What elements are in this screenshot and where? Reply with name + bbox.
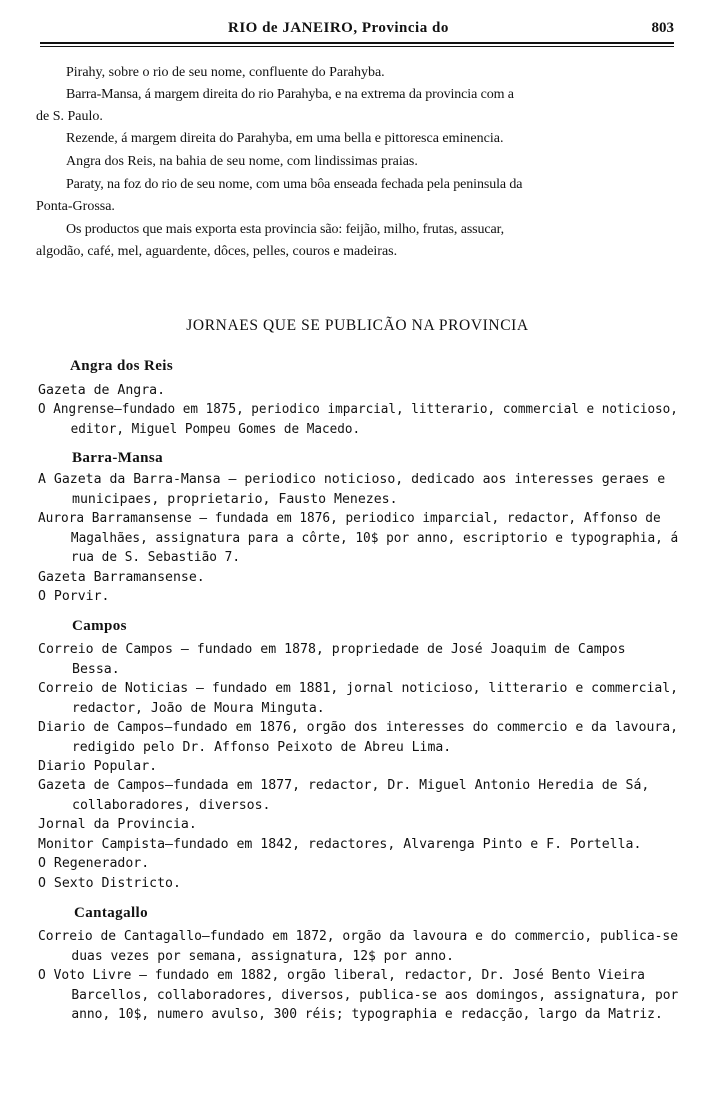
entry-first-line: A Gazeta da Barra-Mansa — periodico noticioso, dedicado aos interesses geraes e bbox=[38, 472, 666, 487]
newspaper-entry bbox=[38, 874, 181, 894]
entry-first-line: Correio de Campos — fundado em 1878, propriedade de José Joaquim de Campos bbox=[38, 642, 626, 657]
newspaper-entry bbox=[38, 509, 678, 568]
newspaper-entry bbox=[38, 400, 678, 439]
newspaper-entry bbox=[38, 854, 149, 874]
newspaper-entry bbox=[38, 927, 678, 966]
town-heading: Cantagallo bbox=[74, 905, 149, 921]
entry-first-line: Gazeta Barramansense. bbox=[38, 570, 205, 585]
entry-continuation: municipaes, proprietario, Fausto Menezes. bbox=[72, 491, 398, 507]
intro-line: Angra dos Reis, na bahia de seu nome, com lindissimas praias. bbox=[66, 154, 418, 169]
entry-continuation: anno, 10$, numero avulso, 300 réis; typographia e redacção, largo da Matriz. bbox=[71, 1007, 663, 1022]
entry-continuation: duas vezes por semana, assignatura, 12$ por anno. bbox=[71, 948, 454, 964]
intro-line: Rezende, á margem direita do Parahyba, em uma bella e pittoresca eminencia. bbox=[66, 131, 504, 146]
town-heading: Campos bbox=[72, 618, 127, 634]
entry-continuation: Barcellos, collaboradores, diversos, publica-se aos domingos, assignatura, por bbox=[71, 987, 679, 1003]
header-rule-thin bbox=[40, 46, 674, 47]
intro-line: Paraty, na foz do rio de seu nome, com uma bôa enseada fechada pela peninsula da bbox=[66, 177, 523, 192]
newspaper-entry bbox=[38, 718, 678, 757]
newspaper-entry bbox=[38, 679, 678, 718]
town-heading: Angra dos Reis bbox=[70, 358, 174, 374]
entry-continuation: editor, Miguel Pompeu Gomes de Macedo. bbox=[70, 421, 361, 437]
entry-continuation: Bessa. bbox=[72, 661, 120, 677]
entry-first-line: Diario Popular. bbox=[38, 759, 158, 774]
intro-line: Pirahy, sobre o rio de seu nome, confluente do Parahyba. bbox=[66, 65, 385, 80]
newspaper-entry bbox=[38, 835, 641, 855]
entry-continuation: collaboradores, diversos. bbox=[72, 797, 271, 813]
newspaper-entry bbox=[38, 966, 678, 1025]
newspaper-entry bbox=[38, 815, 197, 835]
header-rule bbox=[40, 42, 674, 44]
town-heading: Barra-Mansa bbox=[72, 450, 164, 466]
entry-first-line: O Porvir. bbox=[38, 589, 110, 604]
newspaper-entry bbox=[38, 640, 626, 679]
entry-first-line: Diario de Campos—fundado em 1876, orgão dos interesses do commercio e da lavoura, bbox=[38, 720, 679, 735]
entry-first-line: Correio de Cantagallo—fundado em 1872, orgão da lavoura e do commercio, publica-se bbox=[38, 929, 679, 944]
entry-first-line: Jornal da Provincia. bbox=[38, 817, 197, 832]
newspaper-entry bbox=[38, 381, 165, 401]
page-number: 803 bbox=[651, 20, 674, 36]
entry-continuation: redigido pelo Dr. Affonso Peixoto de Abreu Lima. bbox=[71, 739, 452, 755]
section-title: JORNAES QUE SE PUBLICÃO NA PROVINCIA bbox=[186, 317, 529, 334]
intro-line: Barra-Mansa, á margem direita do rio Parahyba, e na extrema da provincia com a bbox=[66, 87, 514, 102]
newspaper-entry bbox=[38, 757, 157, 777]
newspaper-entry bbox=[38, 568, 205, 588]
entry-first-line: Gazeta de Angra. bbox=[38, 383, 166, 398]
entry-continuation: Magalhães, assignatura para a côrte, 10$ por anno, escriptorio e typographia, á bbox=[70, 530, 679, 546]
intro-line: de S. Paulo. bbox=[36, 109, 103, 124]
newspaper-entry bbox=[38, 776, 649, 815]
intro-line: algodão, café, mel, aguardente, dôces, pelles, couros e madeiras. bbox=[36, 244, 398, 259]
running-head-title: RIO de JANEIRO, Provincia do bbox=[228, 20, 449, 36]
entry-continuation: rua de S. Sebastião 7. bbox=[70, 550, 241, 565]
entry-continuation: redactor, João de Moura Minguta. bbox=[71, 700, 325, 716]
entry-first-line: Aurora Barramansense — fundada em 1876, periodico imparcial, redactor, Affonso de bbox=[38, 511, 661, 526]
entry-first-line: Correio de Noticias — fundado em 1881, jornal noticioso, litterario e commercial, bbox=[38, 681, 679, 696]
entry-first-line: Gazeta de Campos—fundada em 1877, redactor, Dr. Miguel Antonio Heredia de Sá, bbox=[38, 778, 650, 793]
entry-first-line: O Voto Livre — fundado em 1882, orgão liberal, redactor, Dr. José Bento Vieira bbox=[38, 968, 645, 983]
running-head bbox=[40, 18, 674, 40]
entry-first-line: O Sexto Districto. bbox=[38, 876, 181, 891]
entry-first-line: O Angrense—fundado em 1875, periodico imparcial, litterario, commercial e noticioso, bbox=[38, 402, 678, 417]
intro-line: Ponta-Grossa. bbox=[36, 199, 115, 214]
newspaper-entry bbox=[38, 470, 665, 509]
entry-first-line: O Regenerador. bbox=[38, 856, 150, 871]
entry-first-line: Monitor Campista—fundado em 1842, redactores, Alvarenga Pinto e F. Portella. bbox=[38, 837, 642, 852]
intro-line: Os productos que mais exporta esta provincia são: feijão, milho, frutas, assucar, bbox=[66, 222, 505, 237]
newspaper-entry bbox=[38, 587, 109, 607]
